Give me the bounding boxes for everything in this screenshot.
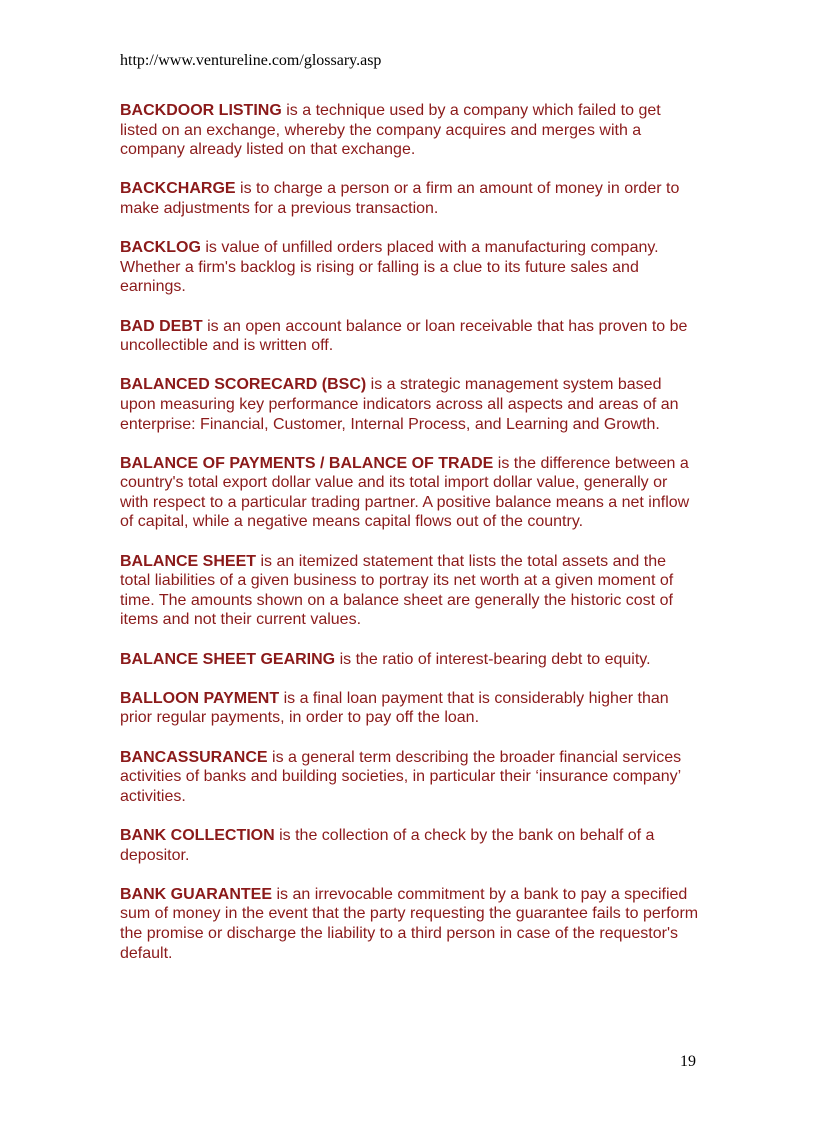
glossary-term: BANK GUARANTEE (120, 885, 272, 903)
glossary-term: BALANCED SCORECARD (BSC) (120, 376, 367, 394)
glossary-definition: is an open account balance or loan receivable that has proven to be uncollectible and is written off. (120, 317, 688, 355)
glossary-entry-balance-of-payments (120, 454, 700, 532)
glossary-definition: is a strategic management system based upon measuring key performance indicators across all aspects and areas of an enterprise: Financial, Customer, Internal Process, and Learning and Growth. (120, 376, 679, 433)
glossary-definition: is an irrevocable commitment by a bank to pay a specified sum of money in the event that the party requesting the guarantee fails to perform the promise or discharge the liability to a third person in case of the requestor's default. (120, 885, 699, 962)
glossary-entry-bank-collection (120, 826, 700, 865)
glossary-term: BACKCHARGE (120, 180, 236, 198)
glossary-entry-bancassurance (120, 748, 700, 807)
glossary-entry-balance-sheet (120, 552, 700, 630)
glossary-definition: is a general term describing the broader financial services activities of banks and building societies, in particular their ‘insurance company’ activities. (120, 748, 682, 805)
glossary-definition: is value of unfilled orders placed with a manufacturing company. Whether a firm's backlog is rising or falling is a clue to its future sales and earnings. (120, 239, 659, 296)
glossary-term: BANK COLLECTION (120, 826, 275, 844)
glossary-term: BALLOON PAYMENT (120, 689, 280, 707)
glossary-definition: is an itemized statement that lists the total assets and the total liabilities of a given business to portray its net worth at a given moment of time. The amounts shown on a balance sheet are generally the historic cost of items and not their current values. (120, 552, 674, 629)
header-url: http://www.ventureline.com/glossary.asp (120, 52, 382, 69)
glossary-term: BALANCE SHEET (120, 552, 257, 570)
page-number: 19 (680, 1053, 696, 1070)
glossary-term: BACKLOG (120, 239, 201, 257)
glossary-definition: is to charge a person or a firm an amount of money in order to make adjustments for a previous transaction. (120, 180, 680, 217)
glossary-entry-bank-guarantee (120, 885, 700, 963)
glossary-list (120, 101, 700, 983)
glossary-definition: is the collection of a check by the bank on behalf of a depositor. (120, 826, 655, 864)
glossary-term: BAD DEBT (120, 317, 203, 335)
glossary-entry-bad-debt (120, 317, 700, 356)
glossary-term: BACKDOOR LISTING (120, 102, 282, 119)
glossary-term: BALANCE OF PAYMENTS / BALANCE OF TRADE (120, 454, 494, 472)
glossary-entry-backdoor-listing (120, 101, 700, 160)
glossary-entry-balance-sheet-gearing (120, 650, 700, 670)
glossary-definition: is the difference between a country's total export dollar value and its total import dollar value, generally or with respect to a particular trading partner. A positive balance means a net inflow of capital, while a negative means capital flows out of the country. (120, 454, 690, 531)
glossary-entry-balanced-scorecard (120, 375, 700, 434)
glossary-definition: is the ratio of interest-bearing debt to equity. (335, 650, 651, 668)
glossary-entry-backlog (120, 238, 700, 297)
glossary-entry-balloon-payment (120, 689, 700, 728)
glossary-term: BALANCE SHEET GEARING (120, 650, 336, 668)
glossary-definition: is a final loan payment that is considerably higher than prior regular payments, in order to pay off the loan. (120, 689, 669, 727)
glossary-definition: is a technique used by a company which failed to get listed on an exchange, whereby the company acquires and merges with a company already listed on that exchange. (120, 102, 661, 159)
glossary-entry-backcharge (120, 179, 700, 218)
glossary-term: BANCASSURANCE (120, 748, 268, 766)
